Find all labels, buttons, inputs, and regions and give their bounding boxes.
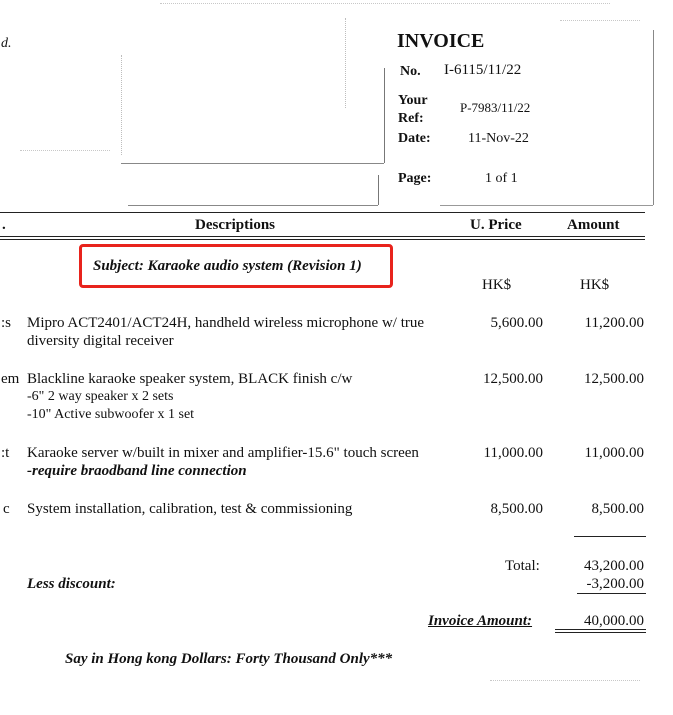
redacted-box-edge (128, 205, 378, 206)
date-label: Date: (398, 131, 431, 146)
redacted-box-edge (121, 163, 384, 164)
item-unit-price: 8,500.00 (490, 501, 543, 517)
row-lead: :t (1, 445, 10, 461)
page-label: Page: (398, 171, 432, 186)
date-value: 11-Nov-22 (468, 131, 529, 146)
your-ref-label-line1: Your (398, 93, 428, 108)
invoice-amount-value: 40,000.00 (584, 613, 644, 629)
invoice-amount-label: Invoice Amount: (428, 613, 533, 629)
col-amount-header: Amount (567, 217, 620, 233)
scan-artifact-line (121, 55, 122, 155)
redacted-box-edge (378, 175, 379, 205)
scan-artifact-line (560, 20, 640, 21)
scan-artifact-line (345, 18, 346, 108)
item-description: Blackline karaoke speaker system, BLACK finish c/w (27, 371, 353, 387)
item-description: -10" Active subwoofer x 1 set (27, 407, 195, 422)
your-ref-label-line2: Ref: (398, 111, 424, 126)
invoice-no-label: No. (400, 64, 421, 79)
amount-currency: HK$ (580, 277, 610, 293)
subject-text: Subject: Karaoke audio system (Revision 1) (93, 258, 362, 274)
table-header-rule-double (0, 239, 645, 240)
total-label: Total: (505, 558, 540, 574)
invoice-no-value: I-6115/11/22 (444, 62, 522, 78)
item-amount: 12,500.00 (584, 371, 644, 387)
item-unit-price: 5,600.00 (490, 315, 543, 331)
scan-artifact-line (160, 3, 610, 4)
scan-artifact-line (490, 680, 640, 681)
col-descriptions-header: Descriptions (195, 217, 275, 233)
row-lead: em (1, 371, 20, 387)
table-top-rule (0, 212, 645, 213)
less-discount-label: Less discount: (27, 576, 116, 592)
invoice-amount-rule (555, 629, 646, 630)
discount-value: -3,200.00 (586, 576, 644, 592)
discount-rule (577, 593, 646, 594)
company-fragment: d. (1, 36, 12, 51)
item-unit-price: 12,500.00 (483, 371, 543, 387)
redacted-box-edge (384, 68, 385, 163)
col-unit-price-header: U. Price (470, 217, 522, 233)
invoice-title: INVOICE (397, 30, 485, 52)
item-description: diversity digital receiver (27, 333, 174, 349)
item-note: -require braodband line connection (27, 463, 247, 479)
item-description: -6" 2 way speaker x 2 sets (27, 389, 174, 404)
item-amount: 11,200.00 (584, 315, 644, 331)
redacted-box-edge (440, 205, 653, 206)
invoice-amount-rule-double (555, 632, 646, 633)
subtotal-rule (574, 536, 646, 537)
item-amount: 8,500.00 (591, 501, 644, 517)
scan-artifact-line (20, 150, 110, 151)
page-value: 1 of 1 (485, 171, 518, 186)
redacted-box-edge (653, 30, 654, 205)
item-description: System installation, calibration, test & commissioning (27, 501, 353, 517)
total-value: 43,200.00 (584, 558, 644, 574)
unit-currency: HK$ (482, 277, 512, 293)
your-ref-value: P-7983/11/22 (460, 100, 531, 115)
item-description: Karaoke server w/built in mixer and amplifier-15.6" touch screen (27, 445, 419, 461)
col-lead-header: . (2, 217, 6, 233)
item-amount: 11,000.00 (584, 445, 644, 461)
item-description: Mipro ACT2401/ACT24H, handheld wireless microphone w/ true (27, 315, 425, 331)
row-lead: c (3, 501, 10, 517)
item-unit-price: 11,000.00 (483, 445, 543, 461)
row-lead: :s (1, 315, 12, 331)
amount-in-words: Say in Hong kong Dollars: Forty Thousand Only*** (65, 651, 393, 667)
table-header-rule (0, 236, 645, 237)
